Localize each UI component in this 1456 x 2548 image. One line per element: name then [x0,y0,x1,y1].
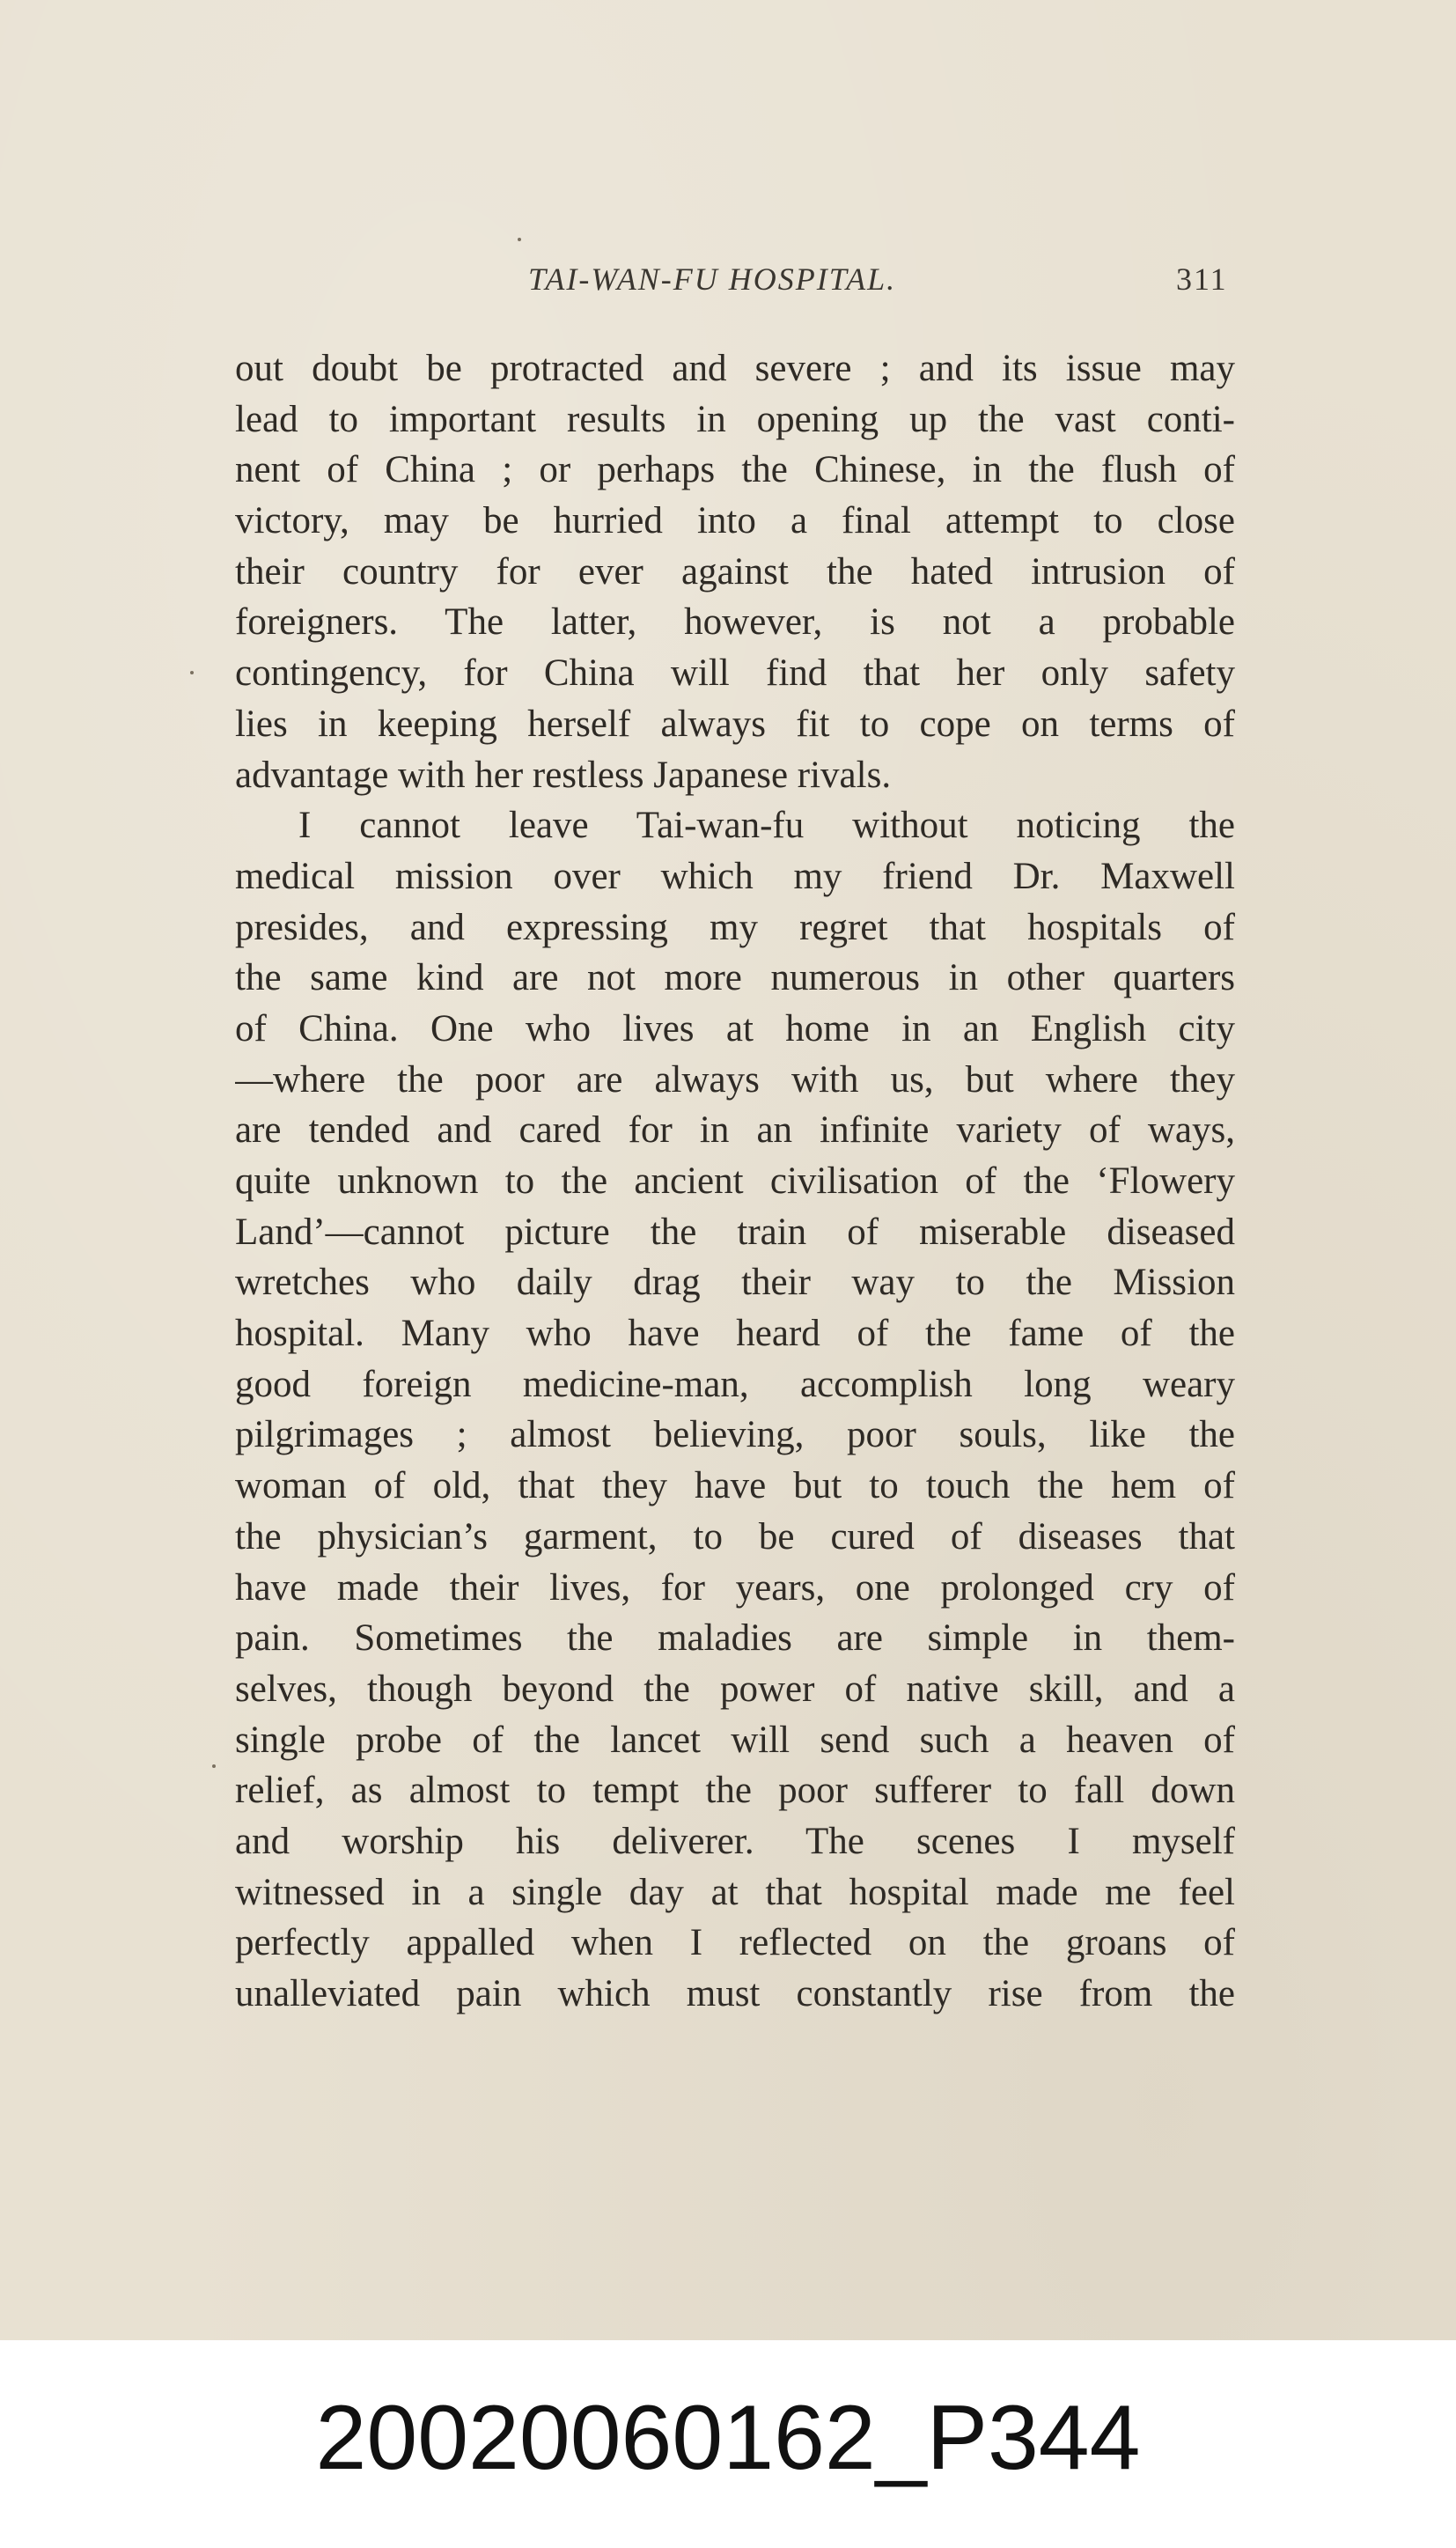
text-line: out doubt be protracted and severe ; and its issue may [235,348,1235,389]
text-line: foreigners. The latter, however, is not a probable [235,601,1235,644]
text-line: of China. One who lives at home in an English city [235,1007,1235,1049]
text-line: relief, as almost to tempt the poor sufferer to fall down [235,1770,1235,1812]
text-line: Land’—cannot picture the train of miserable diseased [235,1211,1235,1253]
page-number: 311 [1176,261,1228,297]
text-line: have made their lives, for years, one prolonged cry of [235,1566,1235,1609]
text-line: good foreign medicine-man, accomplish long weary [235,1363,1235,1405]
text-line: lead to important results in opening up the vast conti- [235,398,1235,440]
paper-speck [212,1764,216,1768]
text-line: perfectly appalled when I reflected on the groans of [235,1922,1235,1964]
text-line: nent of China ; or perhaps the Chinese, in the flush of [235,449,1235,491]
text-line: quite unknown to the ancient civilisation of the ‘Flowery [235,1160,1235,1202]
archive-label: 20020060162_P344 [315,2387,1141,2489]
text-line: advantage with her restless Japanese rivals. [235,754,892,796]
text-line: single probe of the lancet will send such a heaven of [235,1719,1235,1761]
text-line: unalleviated pain which must constantly rise from the [235,1973,1235,2014]
text-line: selves, though beyond the power of native skill, and a [235,1668,1235,1710]
text-line: medical mission over which my friend Dr. Maxwell [235,855,1235,897]
text-line: contingency, for China will find that her only safety [235,652,1235,695]
text-line: wretches who daily drag their way to the Mission [235,1262,1235,1304]
text-line: I cannot leave Tai-wan-fu without noticing the [298,805,1235,847]
text-line: pain. Sometimes the maladies are simple in them- [235,1617,1235,1660]
text-line: hospital. Many who have heard of the fame of the [235,1313,1235,1355]
running-head: TAI-WAN-FU HOSPITAL. [528,261,897,297]
text-line: —where the poor are always with us, but where they [235,1058,1235,1101]
text-line: woman of old, that they have but to touch the hem of [235,1465,1235,1507]
text-line: their country for ever against the hated intrusion of [235,550,1235,593]
paper-speck [190,671,194,674]
text-line: witnessed in a single day at that hospital made me feel [235,1871,1235,1913]
text-line: lies in keeping herself always fit to cope on terms of [235,703,1235,745]
paper-speck [518,238,521,241]
text-line: pilgrimages ; almost believing, poor souls, like the [235,1414,1235,1456]
text-line: and worship his deliverer. The scenes I myself [235,1820,1235,1862]
text-line: the physician’s garment, to be cured of diseases that [235,1515,1235,1558]
text-line: the same kind are not more numerous in other quarters [235,957,1235,999]
body-text [235,343,1235,2020]
text-line: are tended and cared for in an infinite variety of ways, [235,1109,1235,1152]
text-line: presides, and expressing my regret that hospitals of [235,906,1235,948]
text-line: victory, may be hurried into a final attempt to close [235,500,1235,542]
